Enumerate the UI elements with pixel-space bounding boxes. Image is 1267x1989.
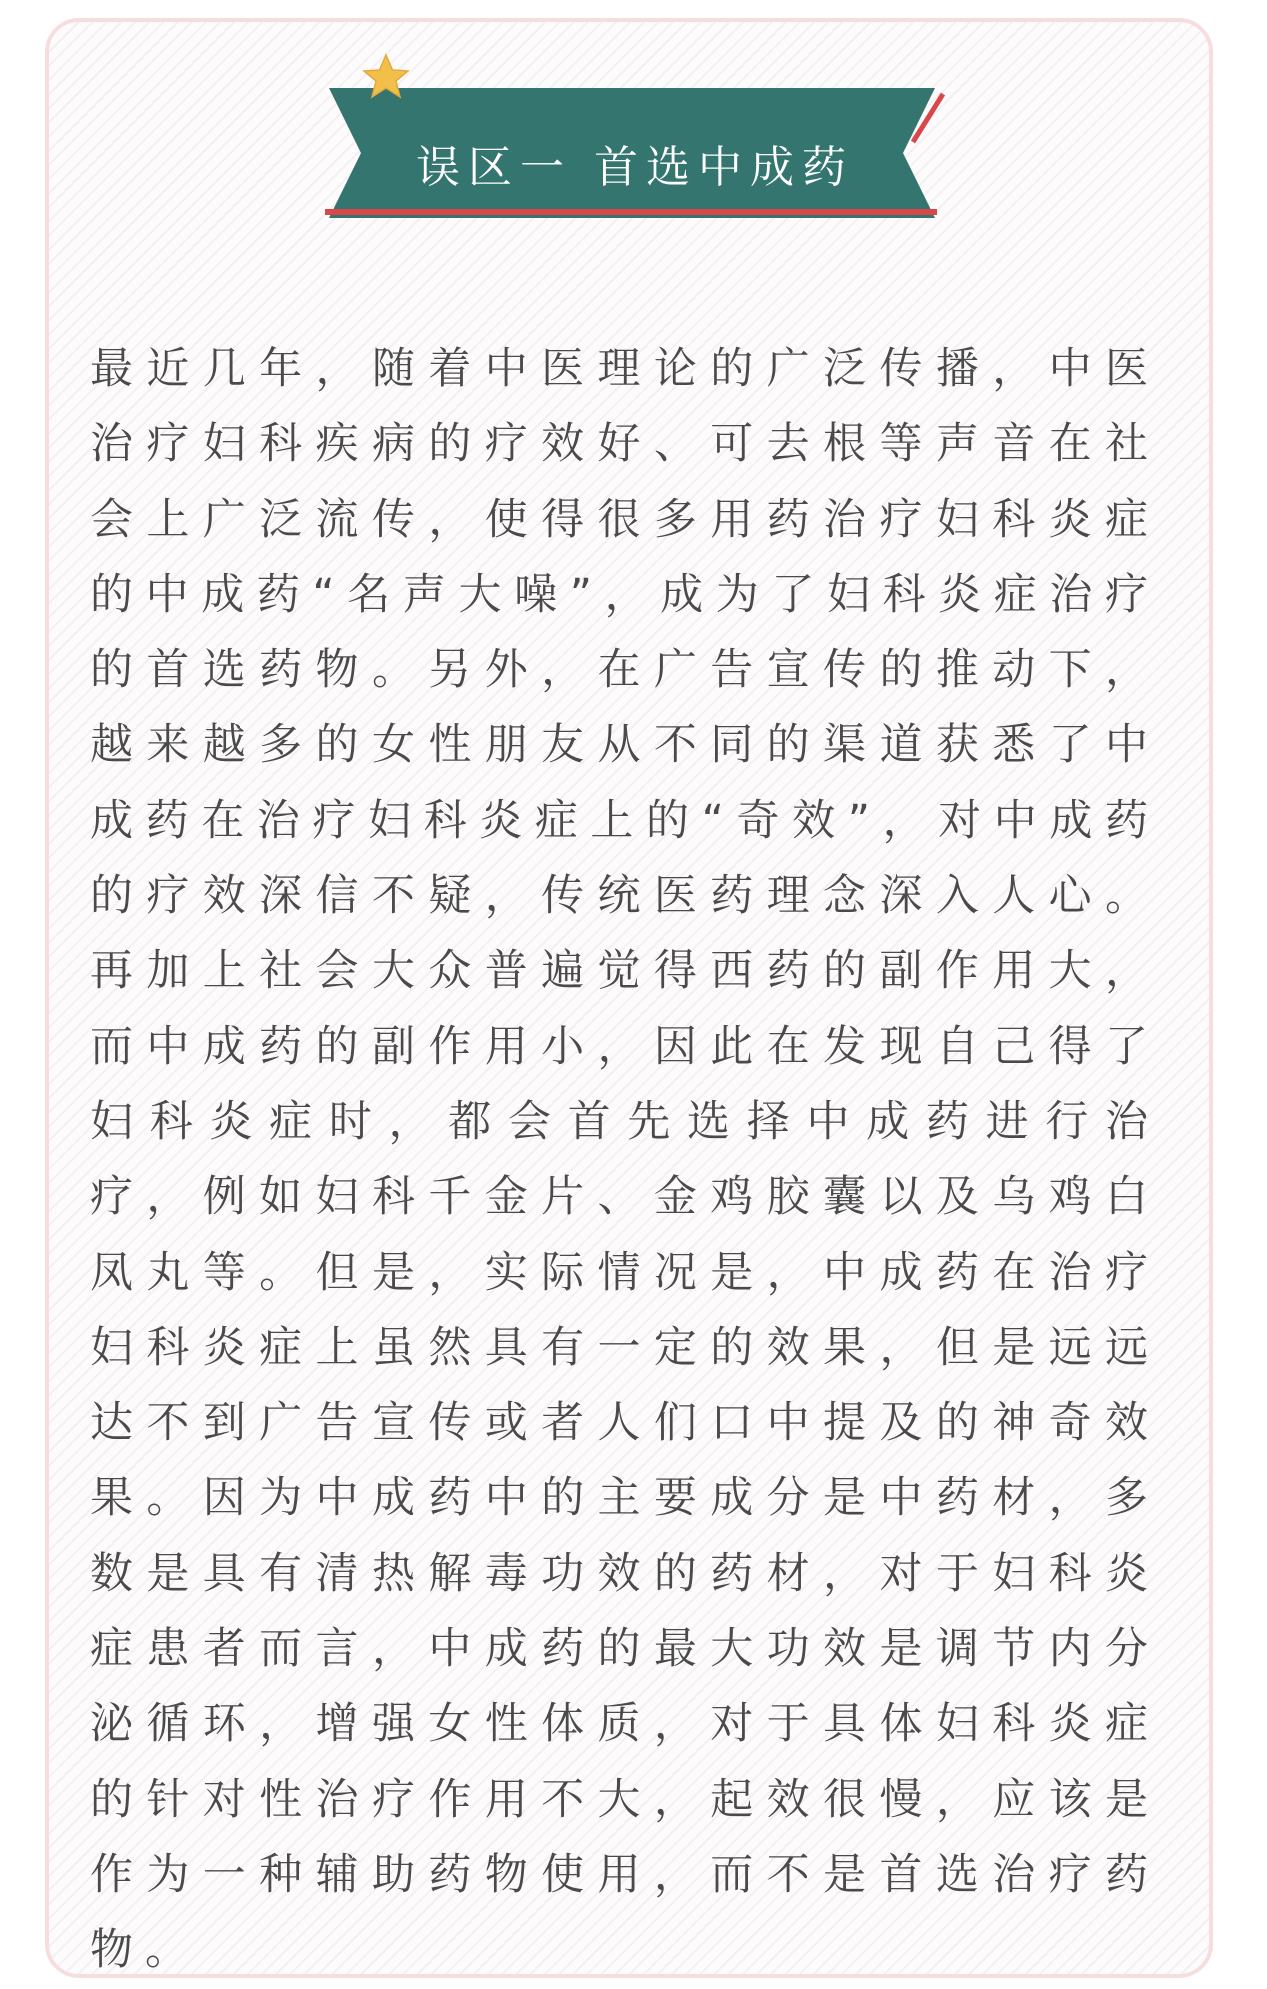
- section-banner: [325, 52, 945, 222]
- section-title: 误区一 首选中成药: [416, 142, 854, 193]
- body-paragraph: 最近几年，随着中医理论的广泛传播，中医治疗妇科疾病的疗效好、可去根等声音在社会上广泛流传，使得很多用药治疗妇科炎症的中成药“名声大噪”，成为了妇科炎症治疗的首选药物。另外，在广告宣传的推动下，越来越多的女性朋友从不同的渠道获悉了中成药在治疗妇科炎症上的“奇效”，对中成药的疗效深信不疑，传统医药理念深入人心。再加上社会大众普遍觉得西药的副作用大，而中成药的副作用小，因此在发现自己得了妇科炎症时，都会首先选择中成药进行治疗，例如妇科千金片、金鸡胶囊以及乌鸡白凤丸等。但是，实际情况是，中成药在治疗妇科炎症上虽然具有一定的效果，但是远远达不到广告宣传或者人们口中提及的神奇效果。因为中成药中的主要成分是中药材，多数是具有清热解毒功效的药材，对于妇科炎症患者而言，中成药的最大功效是调节内分泌循环，增强女性体质，对于具体妇科炎症的针对性治疗作用不大，起效很慢，应该是作为一种辅助药物使用，而不是首选治疗药物。: [90, 344, 1160, 1976]
- banner-underline: [325, 209, 937, 215]
